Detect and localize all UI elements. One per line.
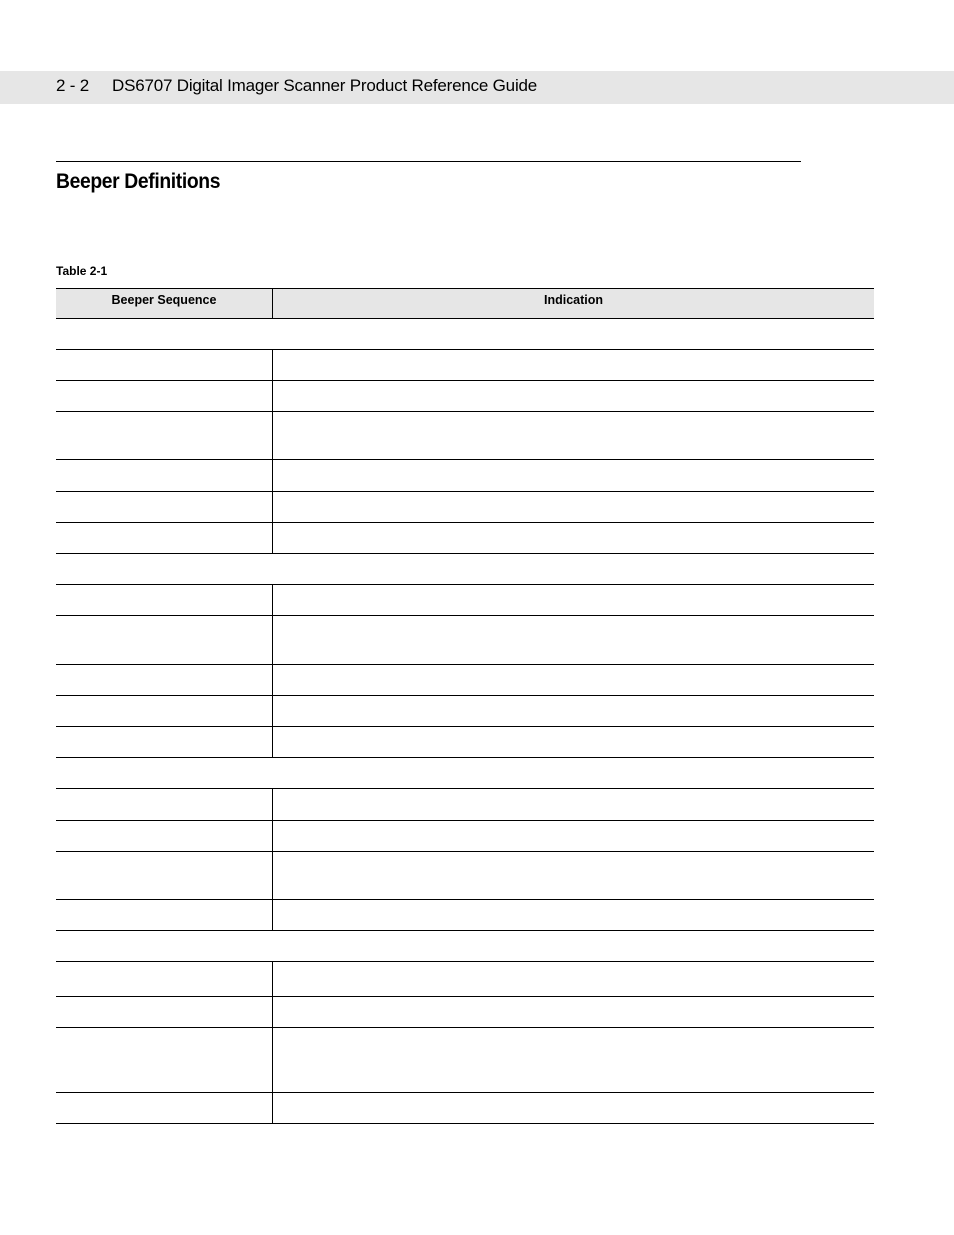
table-row [56,492,874,523]
table-row [56,789,874,821]
table-row [56,585,874,616]
indication-cell [273,900,874,930]
table-row [56,1093,874,1124]
table-row [56,696,874,727]
table-row [56,900,874,931]
table-row [56,523,874,554]
beeper-sequence-cell [56,492,273,522]
table-header-row [56,288,874,319]
group-label [56,319,874,349]
beeper-sequence-cell [56,962,273,996]
group-label [56,758,874,788]
table-row [56,460,874,492]
page-header [56,76,537,96]
column-header-indication: Indication [543,293,604,307]
table-row [56,381,874,412]
indication-cell [273,616,874,664]
beeper-sequence-cell [56,821,273,851]
indication-cell [273,852,874,899]
beeper-sequence-cell [56,789,273,820]
indication-cell [273,1093,874,1123]
table-row [56,1028,874,1093]
indication-cell [273,997,874,1027]
beeper-sequence-cell [56,727,273,757]
beeper-sequence-cell [56,696,273,726]
indication-cell [273,350,874,380]
beeper-sequence-cell [56,997,273,1027]
table-group-row [56,758,874,789]
beeper-sequence-cell [56,616,273,664]
guide-title: DS6707 Digital Imager Scanner Product Reference Guide [112,76,538,95]
table-row [56,616,874,665]
indication-cell [273,696,874,726]
table-row [56,997,874,1028]
indication-cell [273,523,874,553]
indication-cell [273,727,874,757]
page-number: 2 - 2 [56,76,90,95]
table-row [56,350,874,381]
table-group-row [56,554,874,585]
table-caption: Table 2-1 [56,264,108,278]
table-group-row [56,319,874,350]
indication-cell [273,585,874,615]
column-header-beeper-sequence: Beeper Sequence [56,289,273,318]
beeper-sequence-cell [56,585,273,615]
table-row [56,821,874,852]
table-row [56,962,874,997]
table-row [56,665,874,696]
beeper-sequence-cell [56,381,273,411]
section-divider [56,161,801,162]
beeper-sequence-cell [56,523,273,553]
beeper-definitions-table [56,288,874,1124]
indication-cell [273,665,874,695]
table-row [56,412,874,460]
table-group-row [56,931,874,962]
beeper-sequence-cell [56,350,273,380]
table-row [56,727,874,758]
table-row [56,852,874,900]
indication-cell [273,412,874,459]
group-label [56,931,874,961]
indication-cell [273,789,874,820]
group-label [56,554,874,584]
indication-cell [273,962,874,996]
beeper-sequence-cell [56,412,273,459]
indication-cell [273,821,874,851]
beeper-sequence-cell [56,460,273,491]
beeper-sequence-cell [56,665,273,695]
section-title: Beeper Definitions [56,170,221,193]
indication-cell [273,460,874,491]
indication-cell [273,1028,874,1092]
indication-cell [273,381,874,411]
beeper-sequence-cell [56,1093,273,1123]
indication-cell [273,492,874,522]
beeper-sequence-cell [56,1028,273,1092]
beeper-sequence-cell [56,900,273,930]
beeper-sequence-cell [56,852,273,899]
